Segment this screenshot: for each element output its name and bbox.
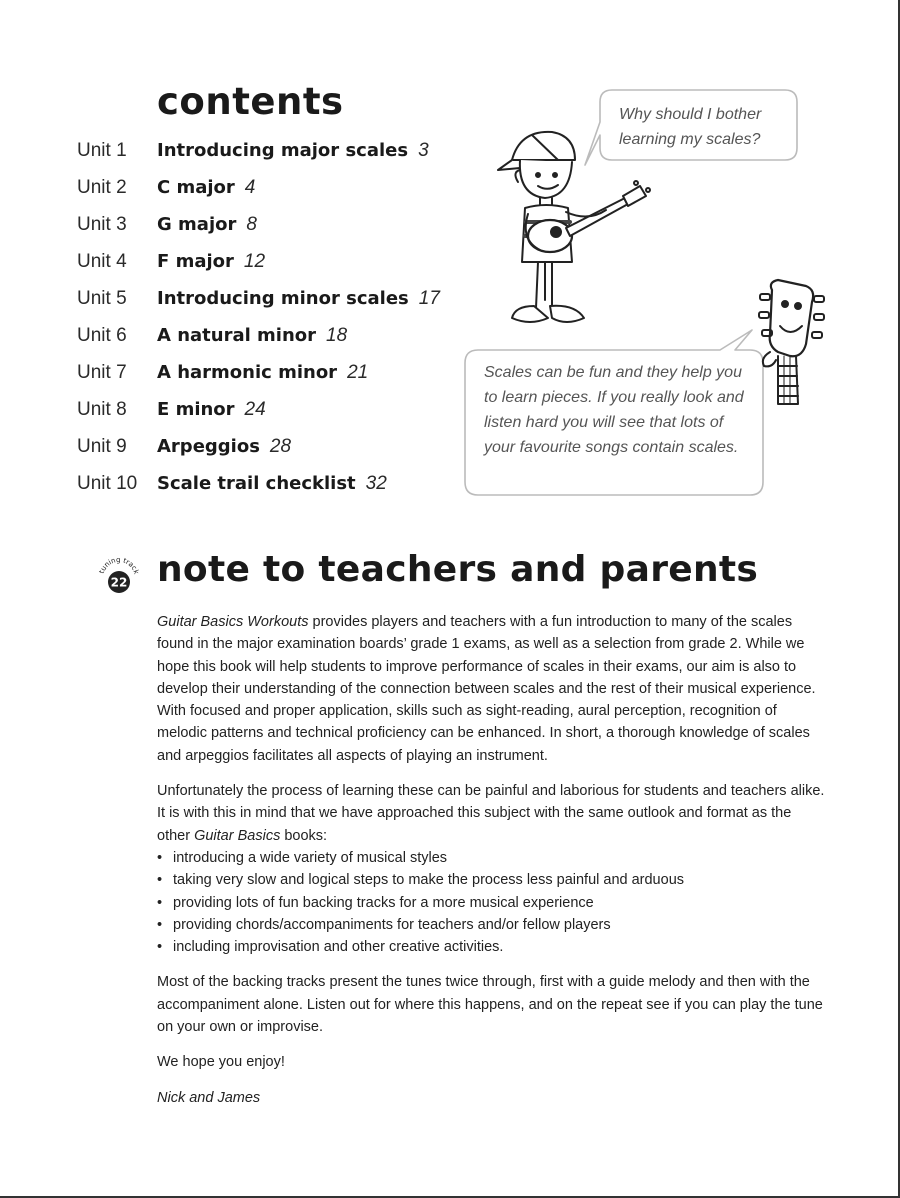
list-item: • introducing a wide variety of musical styles — [157, 847, 827, 869]
boy-guitar-neck — [566, 198, 628, 236]
toc-unit-number: Unit 7 — [77, 362, 127, 383]
signature: Nick and James — [157, 1089, 261, 1106]
toc-page-number: 17 — [418, 288, 440, 309]
table-of-contents — [77, 140, 440, 510]
note-heading: note to teachers and parents — [157, 549, 759, 590]
tuning-track-number: 22 — [110, 575, 128, 590]
toc-page-number: 21 — [347, 362, 369, 383]
toc-row[interactable] — [77, 436, 440, 473]
toc-unit-number: Unit 6 — [77, 325, 127, 346]
toc-row[interactable] — [77, 177, 440, 214]
toc-page-number: 12 — [243, 251, 266, 272]
toc-unit-title: F major — [157, 251, 234, 272]
toc-row[interactable] — [77, 325, 440, 362]
list-item: • providing lots of fun backing tracks for a more musical experience — [157, 892, 827, 914]
paragraph-intro — [157, 611, 827, 767]
list-item: • providing chords/accompaniments for teachers and/or fellow players — [157, 914, 827, 936]
toc-row[interactable] — [77, 214, 440, 251]
toc-row[interactable] — [77, 399, 440, 436]
guitar-speech-text: Scales can be fun and they help you to learn pieces. If you really look and listen hard you will see that lots of your favourite songs contain scales. — [484, 364, 744, 456]
toc-row[interactable] — [77, 473, 440, 510]
toc-page-number: 8 — [246, 214, 257, 235]
toc-unit-title: Scale trail checklist — [157, 473, 356, 494]
series-title: Guitar Basics — [194, 827, 281, 844]
list-item: • including improvisation and other creative activities. — [157, 936, 827, 958]
boy-shoe-left — [512, 306, 548, 322]
paragraph-closing: We hope you enjoy! — [157, 1054, 285, 1071]
toc-unit-title: Arpeggios — [157, 436, 260, 457]
tuning-track-label: tuning track — [97, 555, 141, 576]
toc-unit-title: C major — [157, 177, 235, 198]
tuning-track-badge — [97, 552, 141, 596]
toc-unit-title: Introducing minor scales — [157, 288, 409, 309]
toc-row[interactable] — [77, 362, 440, 399]
toc-page-number: 4 — [244, 177, 256, 198]
toc-unit-title: G major — [157, 214, 237, 235]
boy-speech-text: Why should I bother learning my scales? — [619, 106, 762, 148]
toc-page-number: 24 — [244, 399, 266, 420]
toc-unit-number: Unit 5 — [77, 288, 127, 309]
list-item: • taking very slow and logical steps to make the process less painful and arduous — [157, 869, 827, 891]
paragraph-text: provides players and teachers with a fun introduction to many of the scales found in the major examination boards’ grade 1 exams, as well as a selection from grade 2. While we hope this book will help students to improve performance of scales in their exams, our aim is also to develop their understanding of the connection between scales and the rest of their musical experience. With focused and proper application, skills such as sight-reading, aural perception, recognition of melodic patterns and technical proficiency can be enhanced. In short, a thorough knowledge of scales and arpeggios facilitates all aspects of playing an instrument. — [157, 614, 816, 764]
toc-unit-title: Introducing major scales — [157, 140, 409, 161]
toc-unit-title: E minor — [157, 399, 235, 420]
paragraph-text: books: — [280, 827, 328, 844]
toc-row[interactable] — [77, 251, 440, 288]
note-body — [157, 611, 827, 1122]
toc-unit-number: Unit 3 — [77, 214, 127, 235]
book-title: Guitar Basics Workouts — [157, 614, 309, 630]
toc-page-number: 28 — [269, 436, 292, 457]
paragraph-process — [157, 780, 827, 847]
boy-head — [520, 160, 572, 198]
toc-unit-number: Unit 2 — [77, 177, 127, 198]
toc-unit-number: Unit 1 — [77, 140, 127, 161]
toc-unit-number: Unit 9 — [77, 436, 127, 457]
paragraph-backing-tracks: Most of the backing tracks present the tunes twice through, first with a guide melody and then with the accompaniment alone. Listen out for where this happens, and on the repeat see if you can play the tune on your own or improvise. — [157, 974, 823, 1036]
boy-shoe-right — [550, 306, 584, 322]
toc-unit-number: Unit 10 — [77, 473, 138, 494]
toc-page-number: 18 — [326, 325, 348, 346]
toc-unit-number: Unit 8 — [77, 399, 127, 420]
toc-page-number: 3 — [418, 140, 429, 161]
guitar-head-icon — [770, 280, 813, 356]
toc-page-number: 32 — [365, 473, 387, 494]
contents-heading: contents — [157, 80, 344, 123]
toc-unit-title: A natural minor — [157, 325, 317, 346]
toc-unit-number: Unit 4 — [77, 251, 127, 272]
toc-row[interactable] — [77, 288, 440, 325]
toc-unit-title: A harmonic minor — [157, 362, 338, 383]
feature-list — [157, 847, 827, 958]
paragraph-text: Unfortunately the process of learning these can be painful and laborious for students and teachers alike. It is with this in mind that we have approached this subject with the same outlook and format as the other — [157, 783, 825, 844]
toc-row[interactable] — [77, 140, 440, 177]
tuning-track-icon — [97, 552, 141, 596]
